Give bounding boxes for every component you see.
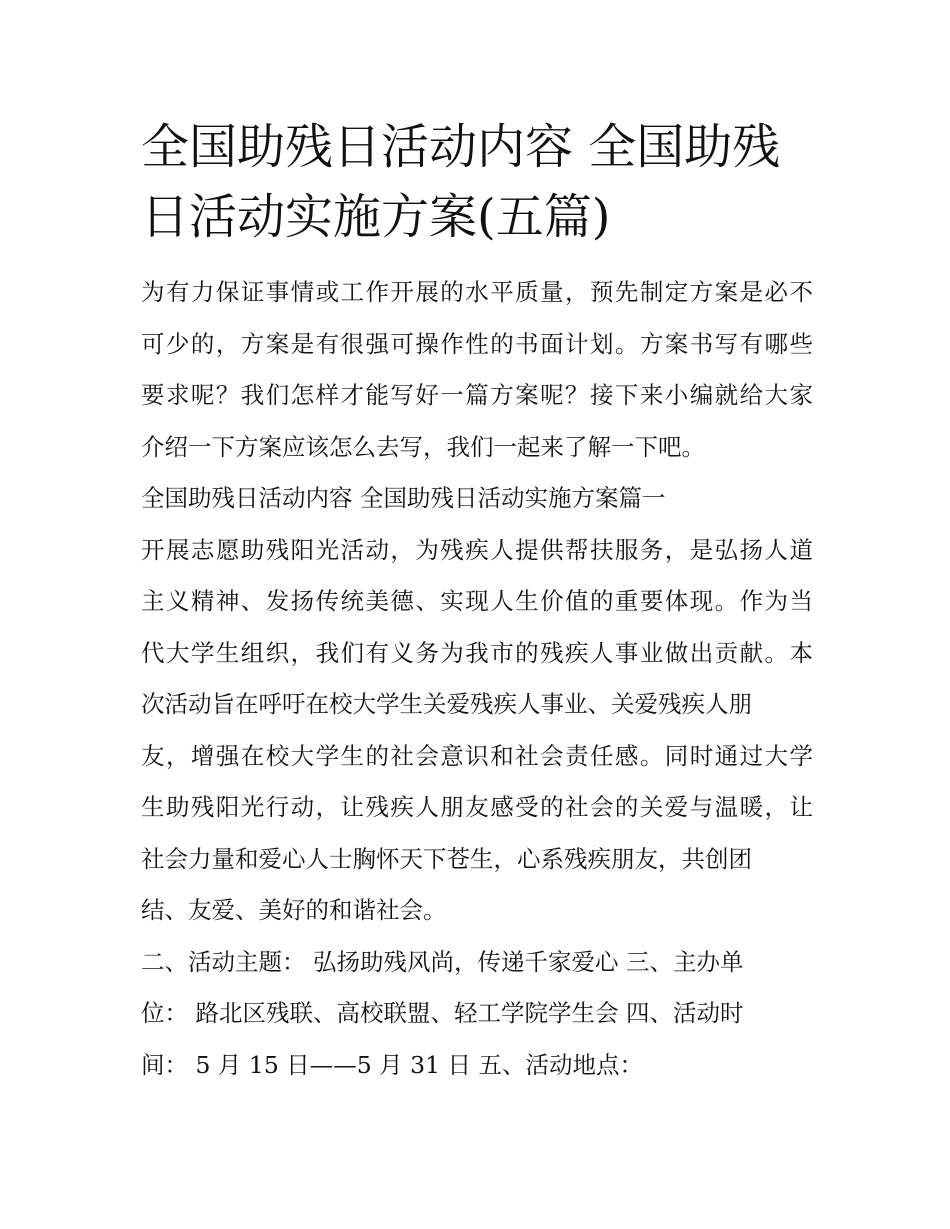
section-heading: 全国助残日活动内容 全国助残日活动实施方案篇一 (141, 484, 666, 512)
body-line-11: 生助残阳光行动，让残疾人朋友感受的社会的关爱与温暖，让 (141, 793, 813, 821)
document-page (141, 112, 813, 1091)
document-body (141, 267, 813, 1091)
body-line-3: 要求呢？我们怎样才能写好一篇方案呢？接下来小编就给大家 (141, 381, 813, 409)
body-line-8: 代大学生组织，我们有义务为我市的残疾人事业做出贡献。本 (141, 638, 813, 667)
body-line-7: 主义精神、发扬传统美德、实现人生价值的重要体现。作为当 (141, 587, 813, 615)
body-line-2: 可少的，方案是有很强可操作性的书面计划。方案书写有哪些 (141, 329, 813, 358)
body-line-15: 位： 路北区残联、高校联盟、轻工学院学生会 四、活动时 (141, 999, 744, 1027)
body-line-13: 结、友爱、美好的和谐社会。 (141, 896, 447, 924)
body-line-1: 为有力保证事情或工作开展的水平质量，预先制定方案是必不 (141, 278, 813, 306)
title-line-1: 全国助残日活动内容 全国助残 (141, 119, 781, 175)
body-line-10: 友，增强在校大学生的社会意识和社会责任感。同时通过大学 (141, 741, 813, 770)
body-line-12: 社会力量和爱心人士胸怀天下苍生，心系残疾朋友，共创团 (141, 844, 752, 873)
document-title (141, 112, 813, 252)
body-line-16: 间： 5 月 15 日——5 月 31 日 五、活动地点： (141, 1050, 643, 1079)
body-line-14: 二、活动主题： 弘扬助残风尚，传递千家爱心 三、主办单 (141, 947, 744, 976)
title-line-2: 日活动实施方案(五篇) (141, 189, 611, 245)
body-line-4: 介绍一下方案应该怎么去写，我们一起来了解一下吧。 (141, 432, 705, 461)
body-line-9: 次活动旨在呼吁在校大学生关爱残疾人事业、关爱残疾人朋 (141, 690, 752, 718)
body-line-6: 开展志愿助残阳光活动，为残疾人提供帮扶服务，是弘扬人道 (141, 535, 813, 564)
